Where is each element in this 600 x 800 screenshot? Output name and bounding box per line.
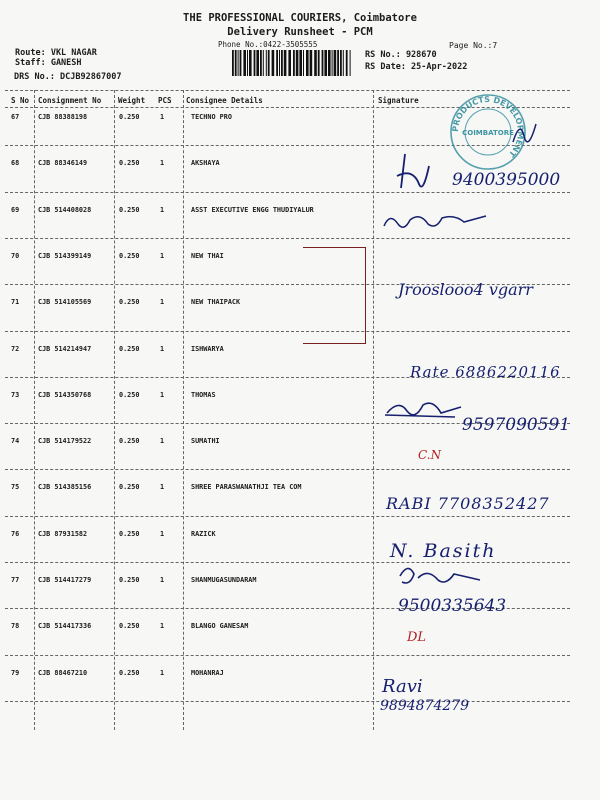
cell-consignee: TECHNO PRO [191, 113, 232, 121]
row-divider [5, 562, 570, 563]
signature-73-phone: 9597090591 [462, 415, 571, 435]
cell-weight: 0.250 [119, 251, 140, 260]
cell-consignment: CJB 88467210 [38, 668, 88, 677]
cell-consignee: BLANGO GANESAM [191, 622, 249, 631]
cell-consignment: CJB 514214947 [38, 344, 92, 353]
cell-sno: 75 [11, 483, 20, 492]
cell-pcs: 1 [160, 344, 165, 353]
row-divider [5, 655, 570, 656]
seal-center-text: COIMBATORE [462, 129, 514, 137]
page-number: Page No.:7 [449, 41, 498, 50]
cell-consignee: NEW THAIPACK [191, 298, 241, 307]
col-header-weight: Weight [118, 96, 146, 105]
row-divider [5, 701, 570, 702]
barcode-icon [232, 50, 352, 76]
col-header-consignee: Consignee Details [186, 96, 263, 105]
cell-weight: 0.250 [119, 576, 140, 584]
cell-sno: 79 [11, 668, 20, 677]
cell-weight: 0.250 [119, 298, 140, 307]
cell-sno: 72 [11, 344, 20, 353]
cell-consignee: SHREE PARASWANATHJI TEA COM [191, 483, 302, 492]
signature-77-icon [394, 562, 484, 592]
cell-sno: 68 [11, 159, 20, 168]
col-rule [183, 90, 184, 730]
cell-pcs: 1 [160, 529, 165, 538]
cell-sno: 76 [11, 529, 20, 538]
signature-79: Ravi [382, 676, 423, 697]
cell-pcs: 1 [160, 205, 165, 214]
cell-consignee: NEW THAI [191, 251, 224, 260]
cell-consignee: SUMATHI [191, 437, 220, 446]
red-bracket-mark [303, 247, 366, 344]
cell-weight: 0.250 [119, 529, 140, 538]
cell-consignment: CJB 514385156 [38, 483, 92, 492]
cell-pcs: 1 [160, 437, 165, 446]
cell-consignment: CJB 514417336 [38, 622, 92, 631]
cell-weight: 0.250 [119, 113, 140, 121]
signature-67-icon [510, 118, 540, 148]
cell-sno: 73 [11, 390, 20, 399]
cell-consignment: CJB 514179522 [38, 437, 92, 446]
cell-consignee: ASST EXECUTIVE ENGG THUDIYALUR [191, 205, 314, 214]
cell-pcs: 1 [160, 668, 165, 677]
cell-pcs: 1 [160, 298, 165, 307]
signature-77-phone: 9500335643 [398, 596, 507, 616]
cell-consignee: ISHWARYA [191, 344, 224, 353]
cell-consignment: CJB 88388198 [38, 113, 88, 121]
signature-73-icon [385, 395, 465, 425]
cell-sno: 69 [11, 205, 20, 214]
signature-68-icon [393, 148, 433, 198]
cell-weight: 0.250 [119, 483, 140, 492]
row-divider [5, 331, 570, 332]
cell-pcs: 1 [160, 390, 165, 399]
cell-consignee: SHANMUGASUNDARAM [191, 576, 257, 584]
cell-consignee: AKSHAYA [191, 159, 220, 168]
phone-number: Phone No.:0422-3505555 [218, 40, 318, 49]
signature-70-71: Jrooslooo4 vgarr [398, 280, 533, 299]
cell-sno: 70 [11, 251, 20, 260]
cell-pcs: 1 [160, 113, 165, 121]
cell-sno: 78 [11, 622, 20, 631]
rs-number: RS No.: 928670 [365, 50, 437, 60]
cell-weight: 0.250 [119, 159, 140, 168]
cell-pcs: 1 [160, 622, 165, 631]
cell-consignment: CJB 87931582 [38, 529, 88, 538]
signature-68-phone: 9400395000 [452, 170, 561, 190]
cell-weight: 0.250 [119, 437, 140, 446]
cell-consignment: CJB 514350768 [38, 390, 92, 399]
cell-weight: 0.250 [119, 622, 140, 631]
route: Route: VKL NAGAR [15, 48, 97, 58]
company-title: THE PROFESSIONAL COURIERS, Coimbatore [183, 12, 417, 24]
cell-pcs: 1 [160, 576, 165, 584]
col-header-signature: Signature [378, 96, 419, 105]
staff: Staff: GANESH [15, 58, 82, 68]
row-divider [5, 238, 570, 239]
col-header-consignment: Consignment No [38, 96, 102, 105]
signature-74: C.N [418, 448, 442, 462]
cell-consignee: THOMAS [191, 390, 216, 399]
signature-75: RABI 7708352427 [386, 494, 550, 513]
table-top-rule [5, 90, 570, 91]
rs-date: RS Date: 25-Apr-2022 [365, 62, 468, 72]
cell-consignment: CJB 514399149 [38, 251, 92, 260]
signature-78: DL [407, 630, 427, 645]
cell-consignee: RAZICK [191, 529, 216, 538]
cell-consignee: MOHANRAJ [191, 668, 224, 677]
col-rule [34, 90, 35, 730]
signature-69-icon [380, 206, 490, 236]
signature-76: N. Basith [390, 540, 497, 562]
cell-weight: 0.250 [119, 668, 140, 677]
drs-number: DRS No.: DCJB92867007 [14, 72, 122, 82]
col-header-pcs: PCS [158, 96, 172, 105]
signature-79-phone: 9894874279 [380, 698, 470, 714]
seal-ring-text: PRODUCTS DEVELOPMENT [450, 94, 526, 159]
cell-pcs: 1 [160, 159, 165, 168]
document-title: Delivery Runsheet - PCM [227, 26, 373, 38]
cell-consignment: CJB 514105569 [38, 298, 92, 307]
row-divider [5, 192, 570, 193]
col-rule [373, 90, 374, 730]
cell-weight: 0.250 [119, 344, 140, 353]
col-rule [114, 90, 115, 730]
cell-consignment: CJB 514408028 [38, 205, 92, 214]
cell-sno: 74 [11, 437, 20, 446]
cell-weight: 0.250 [119, 390, 140, 399]
signature-72: Rate 6886220116 [410, 363, 561, 381]
cell-pcs: 1 [160, 483, 165, 492]
cell-sno: 71 [11, 298, 20, 307]
row-divider [5, 469, 570, 470]
cell-consignment: CJB 88346149 [38, 159, 88, 168]
cell-weight: 0.250 [119, 205, 140, 214]
row-divider [5, 516, 570, 517]
cell-sno: 67 [11, 113, 20, 121]
col-header-sno: S No [11, 96, 30, 105]
cell-consignment: CJB 514417279 [38, 576, 92, 584]
cell-sno: 77 [11, 576, 20, 584]
cell-pcs: 1 [160, 251, 165, 260]
